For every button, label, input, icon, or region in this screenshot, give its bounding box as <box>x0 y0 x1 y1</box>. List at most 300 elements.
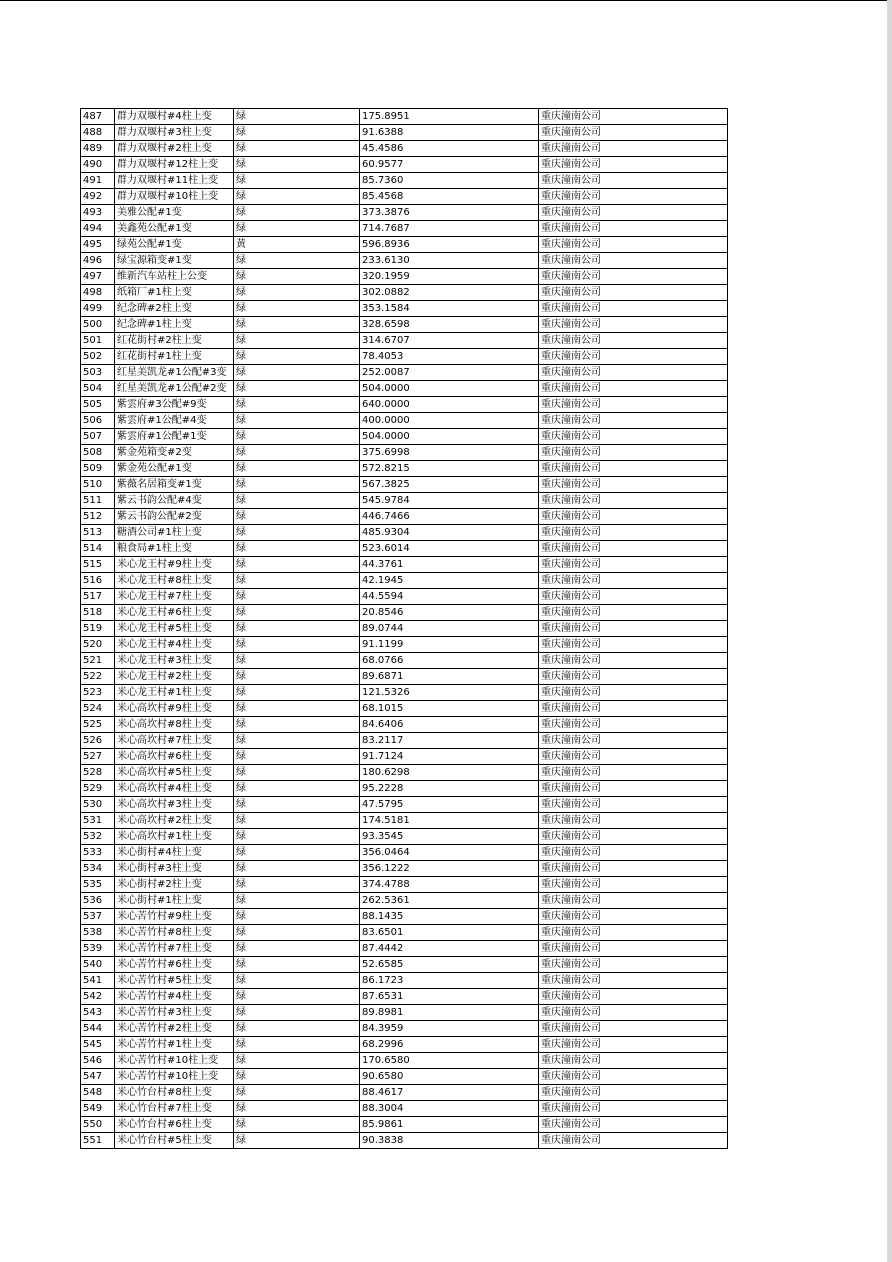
status-color-cell: 绿 <box>234 253 360 269</box>
row-index-cell: 537 <box>81 909 115 925</box>
table-row <box>81 925 728 941</box>
station-name-cell: 紫雲府#3公配#9变 <box>115 397 234 413</box>
company-cell: 重庆潼南公司 <box>539 477 728 493</box>
station-name-cell: 纪念碑#2柱上变 <box>115 301 234 317</box>
value-cell: 47.5795 <box>360 797 539 813</box>
value-cell: 545.9784 <box>360 493 539 509</box>
status-color-cell: 绿 <box>234 461 360 477</box>
value-cell: 68.0766 <box>360 653 539 669</box>
value-cell: 485.9304 <box>360 525 539 541</box>
table-row <box>81 909 728 925</box>
row-index-cell: 541 <box>81 973 115 989</box>
row-index-cell: 505 <box>81 397 115 413</box>
table-row <box>81 1069 728 1085</box>
station-name-cell: 群力双堰村#10柱上变 <box>115 189 234 205</box>
company-cell: 重庆潼南公司 <box>539 957 728 973</box>
status-color-cell: 绿 <box>234 365 360 381</box>
table-row <box>81 829 728 845</box>
value-cell: 86.1723 <box>360 973 539 989</box>
company-cell: 重庆潼南公司 <box>539 1101 728 1117</box>
table-row <box>81 493 728 509</box>
value-cell: 233.6130 <box>360 253 539 269</box>
row-index-cell: 518 <box>81 605 115 621</box>
row-index-cell: 532 <box>81 829 115 845</box>
status-color-cell: 绿 <box>234 797 360 813</box>
row-index-cell: 550 <box>81 1117 115 1133</box>
row-index-cell: 526 <box>81 733 115 749</box>
status-color-cell: 绿 <box>234 1021 360 1037</box>
company-cell: 重庆潼南公司 <box>539 109 728 125</box>
value-cell: 84.3959 <box>360 1021 539 1037</box>
company-cell: 重庆潼南公司 <box>539 445 728 461</box>
company-cell: 重庆潼南公司 <box>539 253 728 269</box>
company-cell: 重庆潼南公司 <box>539 893 728 909</box>
station-name-cell: 米心竹台村#7柱上变 <box>115 1101 234 1117</box>
status-color-cell: 绿 <box>234 925 360 941</box>
company-cell: 重庆潼南公司 <box>539 621 728 637</box>
company-cell: 重庆潼南公司 <box>539 237 728 253</box>
row-index-cell: 548 <box>81 1085 115 1101</box>
status-color-cell: 绿 <box>234 845 360 861</box>
station-name-cell: 米心街村#4柱上变 <box>115 845 234 861</box>
company-cell: 重庆潼南公司 <box>539 317 728 333</box>
table-row <box>81 333 728 349</box>
company-cell: 重庆潼南公司 <box>539 365 728 381</box>
status-color-cell: 绿 <box>234 157 360 173</box>
status-color-cell: 绿 <box>234 109 360 125</box>
status-color-cell: 绿 <box>234 653 360 669</box>
company-cell: 重庆潼南公司 <box>539 1069 728 1085</box>
status-color-cell: 绿 <box>234 749 360 765</box>
row-index-cell: 535 <box>81 877 115 893</box>
table-row <box>81 973 728 989</box>
table-row <box>81 1101 728 1117</box>
table-row <box>81 413 728 429</box>
company-cell: 重庆潼南公司 <box>539 589 728 605</box>
table-row <box>81 429 728 445</box>
status-color-cell: 绿 <box>234 941 360 957</box>
row-index-cell: 530 <box>81 797 115 813</box>
station-name-cell: 米心苦竹村#10柱上变 <box>115 1053 234 1069</box>
company-cell: 重庆潼南公司 <box>539 157 728 173</box>
station-name-cell: 米心龙王村#7柱上变 <box>115 589 234 605</box>
status-color-cell: 绿 <box>234 429 360 445</box>
station-name-cell: 米心高坎村#8柱上变 <box>115 717 234 733</box>
table-row <box>81 941 728 957</box>
company-cell: 重庆潼南公司 <box>539 877 728 893</box>
row-index-cell: 493 <box>81 205 115 221</box>
station-name-cell: 紫雲府#1公配#4变 <box>115 413 234 429</box>
station-name-cell: 米心苦竹村#6柱上变 <box>115 957 234 973</box>
company-cell: 重庆潼南公司 <box>539 141 728 157</box>
company-cell: 重庆潼南公司 <box>539 125 728 141</box>
table-row <box>81 221 728 237</box>
station-name-cell: 群力双堰村#11柱上变 <box>115 173 234 189</box>
status-color-cell: 绿 <box>234 525 360 541</box>
value-cell: 89.6871 <box>360 669 539 685</box>
station-name-cell: 绿苑公配#1变 <box>115 237 234 253</box>
status-color-cell: 绿 <box>234 333 360 349</box>
value-cell: 68.1015 <box>360 701 539 717</box>
company-cell: 重庆潼南公司 <box>539 413 728 429</box>
station-name-cell: 米心竹台村#5柱上变 <box>115 1133 234 1149</box>
station-name-cell: 米心高坎村#4柱上变 <box>115 781 234 797</box>
table-row <box>81 845 728 861</box>
table-row <box>81 605 728 621</box>
station-name-cell: 红星美凯龙#1公配#3变 <box>115 365 234 381</box>
row-index-cell: 534 <box>81 861 115 877</box>
station-name-cell: 紫薇名居箱变#1变 <box>115 477 234 493</box>
table-row <box>81 621 728 637</box>
station-name-cell: 红花街村#2柱上变 <box>115 333 234 349</box>
table-row <box>81 1085 728 1101</box>
value-cell: 87.6531 <box>360 989 539 1005</box>
station-name-cell: 红星美凯龙#1公配#2变 <box>115 381 234 397</box>
value-cell: 90.6580 <box>360 1069 539 1085</box>
table-row <box>81 637 728 653</box>
status-color-cell: 绿 <box>234 541 360 557</box>
company-cell: 重庆潼南公司 <box>539 717 728 733</box>
station-name-cell: 米心街村#1柱上变 <box>115 893 234 909</box>
status-color-cell: 绿 <box>234 1101 360 1117</box>
station-name-cell: 美鑫苑公配#1变 <box>115 221 234 237</box>
row-index-cell: 544 <box>81 1021 115 1037</box>
company-cell: 重庆潼南公司 <box>539 909 728 925</box>
table-row <box>81 749 728 765</box>
row-index-cell: 533 <box>81 845 115 861</box>
table-row <box>81 365 728 381</box>
status-color-cell: 绿 <box>234 861 360 877</box>
status-color-cell: 绿 <box>234 685 360 701</box>
company-cell: 重庆潼南公司 <box>539 685 728 701</box>
row-index-cell: 489 <box>81 141 115 157</box>
station-name-cell: 紫雲府#1公配#1变 <box>115 429 234 445</box>
table-row <box>81 109 728 125</box>
station-name-cell: 群力双堰村#2柱上变 <box>115 141 234 157</box>
value-cell: 400.0000 <box>360 413 539 429</box>
value-cell: 95.2228 <box>360 781 539 797</box>
value-cell: 180.6298 <box>360 765 539 781</box>
value-cell: 121.5326 <box>360 685 539 701</box>
table-row <box>81 1117 728 1133</box>
row-index-cell: 512 <box>81 509 115 525</box>
row-index-cell: 525 <box>81 717 115 733</box>
row-index-cell: 528 <box>81 765 115 781</box>
table-row <box>81 477 728 493</box>
station-name-cell: 米心高坎村#9柱上变 <box>115 701 234 717</box>
status-color-cell: 绿 <box>234 269 360 285</box>
station-name-cell: 紫云书韵公配#2变 <box>115 509 234 525</box>
status-color-cell: 绿 <box>234 349 360 365</box>
table-row <box>81 461 728 477</box>
value-cell: 44.3761 <box>360 557 539 573</box>
station-name-cell: 米心龙王村#4柱上变 <box>115 637 234 653</box>
row-index-cell: 540 <box>81 957 115 973</box>
status-color-cell: 绿 <box>234 893 360 909</box>
value-cell: 84.6406 <box>360 717 539 733</box>
station-name-cell: 米心高坎村#7柱上变 <box>115 733 234 749</box>
company-cell: 重庆潼南公司 <box>539 269 728 285</box>
station-name-cell: 米心高坎村#3柱上变 <box>115 797 234 813</box>
status-color-cell: 绿 <box>234 637 360 653</box>
row-index-cell: 539 <box>81 941 115 957</box>
station-name-cell: 米心龙王村#2柱上变 <box>115 669 234 685</box>
station-name-cell: 米心高坎村#2柱上变 <box>115 813 234 829</box>
value-cell: 353.1584 <box>360 301 539 317</box>
company-cell: 重庆潼南公司 <box>539 381 728 397</box>
company-cell: 重庆潼南公司 <box>539 637 728 653</box>
station-name-cell: 米心街村#3柱上变 <box>115 861 234 877</box>
row-index-cell: 503 <box>81 365 115 381</box>
value-cell: 88.4617 <box>360 1085 539 1101</box>
status-color-cell: 绿 <box>234 573 360 589</box>
value-cell: 314.6707 <box>360 333 539 349</box>
company-cell: 重庆潼南公司 <box>539 797 728 813</box>
station-name-cell: 群力双堰村#3柱上变 <box>115 125 234 141</box>
value-cell: 523.6014 <box>360 541 539 557</box>
table-row <box>81 125 728 141</box>
table-row <box>81 1005 728 1021</box>
company-cell: 重庆潼南公司 <box>539 989 728 1005</box>
station-name-cell: 米心苦竹村#9柱上变 <box>115 909 234 925</box>
status-color-cell: 绿 <box>234 701 360 717</box>
station-name-cell: 米心苦竹村#1柱上变 <box>115 1037 234 1053</box>
row-index-cell: 488 <box>81 125 115 141</box>
value-cell: 640.0000 <box>360 397 539 413</box>
value-cell: 446.7466 <box>360 509 539 525</box>
row-index-cell: 506 <box>81 413 115 429</box>
station-name-cell: 米心苦竹村#2柱上变 <box>115 1021 234 1037</box>
value-cell: 262.5361 <box>360 893 539 909</box>
row-index-cell: 514 <box>81 541 115 557</box>
status-color-cell: 绿 <box>234 493 360 509</box>
company-cell: 重庆潼南公司 <box>539 765 728 781</box>
row-index-cell: 507 <box>81 429 115 445</box>
table-row <box>81 445 728 461</box>
value-cell: 174.5181 <box>360 813 539 829</box>
value-cell: 170.6580 <box>360 1053 539 1069</box>
table-row <box>81 509 728 525</box>
row-index-cell: 523 <box>81 685 115 701</box>
value-cell: 572.8215 <box>360 461 539 477</box>
station-name-cell: 米心苦竹村#10柱上变 <box>115 1069 234 1085</box>
company-cell: 重庆潼南公司 <box>539 733 728 749</box>
row-index-cell: 490 <box>81 157 115 173</box>
value-cell: 320.1959 <box>360 269 539 285</box>
station-name-cell: 群力双堰村#12柱上变 <box>115 157 234 173</box>
company-cell: 重庆潼南公司 <box>539 525 728 541</box>
table-row <box>81 989 728 1005</box>
table-row <box>81 781 728 797</box>
station-name-cell: 绿宝源箱变#1变 <box>115 253 234 269</box>
table-row <box>81 189 728 205</box>
row-index-cell: 521 <box>81 653 115 669</box>
status-color-cell: 绿 <box>234 509 360 525</box>
station-name-cell: 纸箱厂#1柱上变 <box>115 285 234 301</box>
value-cell: 375.6998 <box>360 445 539 461</box>
value-cell: 714.7687 <box>360 221 539 237</box>
value-cell: 89.0744 <box>360 621 539 637</box>
table-row <box>81 813 728 829</box>
status-color-cell: 绿 <box>234 1053 360 1069</box>
company-cell: 重庆潼南公司 <box>539 205 728 221</box>
status-color-cell: 绿 <box>234 589 360 605</box>
table-row <box>81 157 728 173</box>
table-row <box>81 557 728 573</box>
value-cell: 91.6388 <box>360 125 539 141</box>
row-index-cell: 510 <box>81 477 115 493</box>
company-cell: 重庆潼南公司 <box>539 429 728 445</box>
value-cell: 88.3004 <box>360 1101 539 1117</box>
status-color-cell: 黄 <box>234 237 360 253</box>
company-cell: 重庆潼南公司 <box>539 941 728 957</box>
company-cell: 重庆潼南公司 <box>539 1085 728 1101</box>
row-index-cell: 495 <box>81 237 115 253</box>
company-cell: 重庆潼南公司 <box>539 813 728 829</box>
status-color-cell: 绿 <box>234 621 360 637</box>
status-color-cell: 绿 <box>234 125 360 141</box>
table-row <box>81 269 728 285</box>
value-cell: 52.6585 <box>360 957 539 973</box>
row-index-cell: 513 <box>81 525 115 541</box>
status-color-cell: 绿 <box>234 317 360 333</box>
status-color-cell: 绿 <box>234 669 360 685</box>
table-row <box>81 717 728 733</box>
table-row <box>81 285 728 301</box>
status-color-cell: 绿 <box>234 733 360 749</box>
status-color-cell: 绿 <box>234 1005 360 1021</box>
status-color-cell: 绿 <box>234 1133 360 1149</box>
value-cell: 83.6501 <box>360 925 539 941</box>
status-color-cell: 绿 <box>234 957 360 973</box>
value-cell: 20.8546 <box>360 605 539 621</box>
value-cell: 60.9577 <box>360 157 539 173</box>
company-cell: 重庆潼南公司 <box>539 349 728 365</box>
row-index-cell: 494 <box>81 221 115 237</box>
value-cell: 504.0000 <box>360 429 539 445</box>
status-color-cell: 绿 <box>234 781 360 797</box>
status-color-cell: 绿 <box>234 397 360 413</box>
status-color-cell: 绿 <box>234 829 360 845</box>
table-row <box>81 653 728 669</box>
value-cell: 45.4586 <box>360 141 539 157</box>
station-name-cell: 美雅公配#1变 <box>115 205 234 221</box>
status-color-cell: 绿 <box>234 413 360 429</box>
page-right-edge <box>887 0 892 1262</box>
table-row <box>81 1133 728 1149</box>
station-name-cell: 米心竹台村#6柱上变 <box>115 1117 234 1133</box>
value-cell: 85.7360 <box>360 173 539 189</box>
company-cell: 重庆潼南公司 <box>539 285 728 301</box>
value-cell: 91.1199 <box>360 637 539 653</box>
station-name-cell: 米心龙王村#8柱上变 <box>115 573 234 589</box>
status-color-cell: 绿 <box>234 1085 360 1101</box>
table-row <box>81 701 728 717</box>
status-color-cell: 绿 <box>234 557 360 573</box>
status-color-cell: 绿 <box>234 877 360 893</box>
table-row <box>81 1053 728 1069</box>
station-name-cell: 紫金苑公配#1变 <box>115 461 234 477</box>
station-name-cell: 米心苦竹村#4柱上变 <box>115 989 234 1005</box>
status-color-cell: 绿 <box>234 973 360 989</box>
station-name-cell: 米心龙王村#5柱上变 <box>115 621 234 637</box>
row-index-cell: 500 <box>81 317 115 333</box>
value-cell: 373.3876 <box>360 205 539 221</box>
company-cell: 重庆潼南公司 <box>539 173 728 189</box>
station-name-cell: 糖酒公司#1柱上变 <box>115 525 234 541</box>
row-index-cell: 519 <box>81 621 115 637</box>
status-color-cell: 绿 <box>234 189 360 205</box>
table-row <box>81 317 728 333</box>
value-cell: 85.4568 <box>360 189 539 205</box>
station-name-cell: 米心高坎村#6柱上变 <box>115 749 234 765</box>
page-top-border <box>0 0 892 1</box>
row-index-cell: 527 <box>81 749 115 765</box>
row-index-cell: 496 <box>81 253 115 269</box>
station-name-cell: 米心苦竹村#7柱上变 <box>115 941 234 957</box>
row-index-cell: 551 <box>81 1133 115 1149</box>
row-index-cell: 524 <box>81 701 115 717</box>
station-name-cell: 米心龙王村#6柱上变 <box>115 605 234 621</box>
company-cell: 重庆潼南公司 <box>539 189 728 205</box>
company-cell: 重庆潼南公司 <box>539 493 728 509</box>
value-cell: 175.8951 <box>360 109 539 125</box>
row-index-cell: 547 <box>81 1069 115 1085</box>
company-cell: 重庆潼南公司 <box>539 461 728 477</box>
status-color-cell: 绿 <box>234 477 360 493</box>
company-cell: 重庆潼南公司 <box>539 1133 728 1149</box>
station-name-cell: 群力双堰村#4柱上变 <box>115 109 234 125</box>
station-name-cell: 米心高坎村#5柱上变 <box>115 765 234 781</box>
row-index-cell: 516 <box>81 573 115 589</box>
row-index-cell: 538 <box>81 925 115 941</box>
company-cell: 重庆潼南公司 <box>539 749 728 765</box>
row-index-cell: 549 <box>81 1101 115 1117</box>
row-index-cell: 497 <box>81 269 115 285</box>
status-color-cell: 绿 <box>234 1117 360 1133</box>
station-name-cell: 米心高坎村#1柱上变 <box>115 829 234 845</box>
station-name-cell: 粮食局#1柱上变 <box>115 541 234 557</box>
table-row <box>81 1021 728 1037</box>
company-cell: 重庆潼南公司 <box>539 669 728 685</box>
company-cell: 重庆潼南公司 <box>539 1021 728 1037</box>
table-row <box>81 797 728 813</box>
table-row <box>81 525 728 541</box>
table-row <box>81 957 728 973</box>
company-cell: 重庆潼南公司 <box>539 397 728 413</box>
table-row <box>81 861 728 877</box>
status-color-cell: 绿 <box>234 605 360 621</box>
row-index-cell: 499 <box>81 301 115 317</box>
company-cell: 重庆潼南公司 <box>539 509 728 525</box>
status-color-cell: 绿 <box>234 205 360 221</box>
station-name-cell: 米心龙王村#3柱上变 <box>115 653 234 669</box>
value-cell: 252.0087 <box>360 365 539 381</box>
table-body <box>81 109 728 1149</box>
company-cell: 重庆潼南公司 <box>539 541 728 557</box>
value-cell: 567.3825 <box>360 477 539 493</box>
value-cell: 302.0882 <box>360 285 539 301</box>
company-cell: 重庆潼南公司 <box>539 573 728 589</box>
table-row <box>81 893 728 909</box>
value-cell: 504.0000 <box>360 381 539 397</box>
table-row <box>81 141 728 157</box>
value-cell: 374.4788 <box>360 877 539 893</box>
row-index-cell: 508 <box>81 445 115 461</box>
table-row <box>81 589 728 605</box>
value-cell: 88.1435 <box>360 909 539 925</box>
table-row <box>81 173 728 189</box>
